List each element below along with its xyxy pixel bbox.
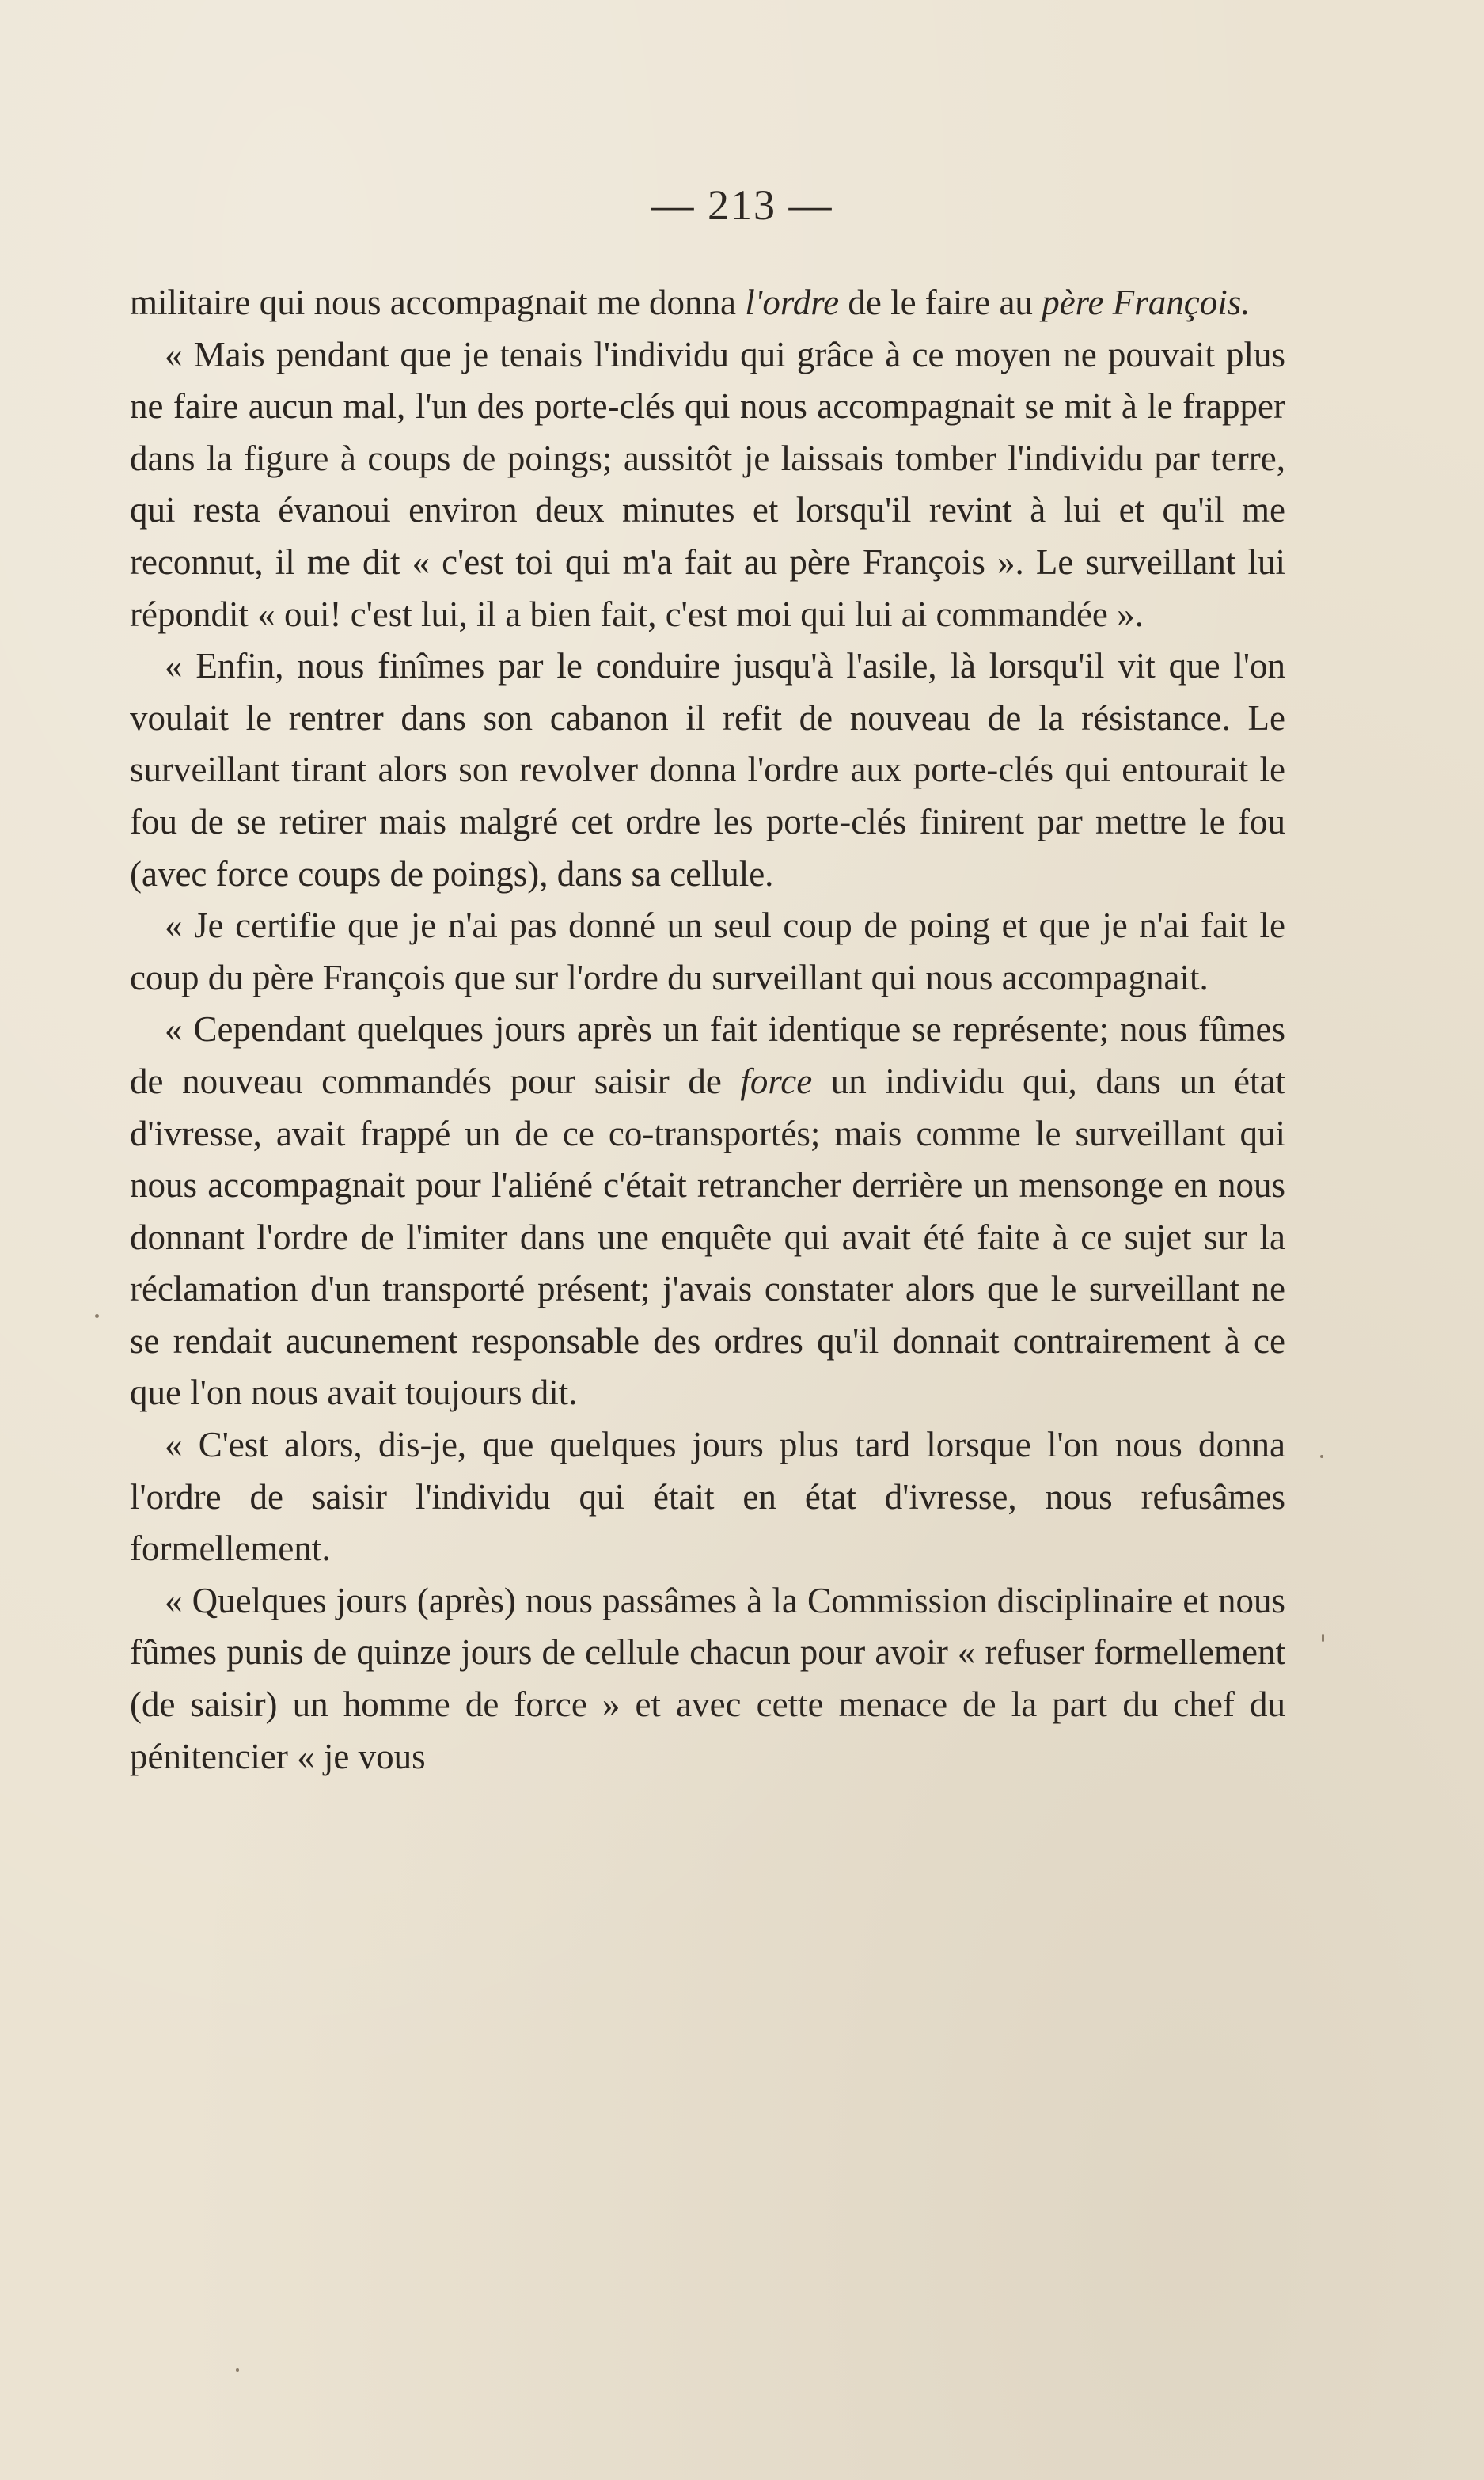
paper-speck: [1320, 1455, 1323, 1458]
paper-speck: [1322, 1634, 1324, 1642]
page-text: [130, 277, 1285, 1783]
text-segment: « Enfin, nous finîmes par le conduire jusqu'à l'asile, là lorsqu'il vit que l'on voulait le rentrer dans son cabanon il refit de nouveau de la résistance. Le surveillant tirant alors son revolver donna l'ordre aux porte-clés qui entourait le fou de se retirer mais malgré cet ordre les porte-clés finirent par mettre le fou (avec force coups de poings), dans sa cellule.: [130, 646, 1285, 894]
paragraph: [130, 1419, 1285, 1575]
paragraph: [130, 1575, 1285, 1783]
paragraph-continuation: [130, 277, 1285, 329]
text-segment: militaire qui nous accompagnait me donna: [130, 283, 746, 322]
italic-segment: l'ordre: [745, 283, 840, 322]
page-number: — 213 —: [651, 181, 833, 229]
text-segment: un individu qui, dans un état d'ivresse, avait frappé un de ce co-transportés; mais comme le surveillant qui nous accompagnait pour l'aliéné c'était retrancher derrière un mensonge en nous donnant l'ordre de l'imiter dans une enquête qui avait été faite à ce sujet sur la réclamation d'un transporté présent; j'avais constater alors que le surveillant ne se rendait aucunement responsable des ordres qu'il donnait contrairement à ce que l'on nous avait toujours dit.: [130, 1061, 1285, 1413]
text-segment: « Je certifie que je n'ai pas donné un seul coup de poing et que je n'ai fait le coup du père François que sur l'ordre du surveillant qui nous accompagnait.: [130, 906, 1285, 997]
text-segment: de le faire au: [839, 283, 1042, 322]
paper-speck: [236, 2368, 239, 2372]
text-segment: « C'est alors, dis-je, que quelques jours plus tard lorsque l'on nous donna l'ordre de saisir l'individu qui était en état d'ivresse, nous refusâmes formellement.: [130, 1425, 1285, 1569]
paragraph: [130, 640, 1285, 900]
paragraph: [130, 900, 1285, 1004]
text-segment: « Cependant quelques jours après un fait identique se représente; nous fûmes de nouveau commandés pour saisir de: [130, 1009, 1285, 1101]
italic-segment: force: [740, 1061, 813, 1101]
paper-speck: [95, 1314, 99, 1318]
paragraph: [130, 1004, 1285, 1419]
italic-segment: père François.: [1042, 283, 1251, 322]
text-segment: « Mais pendant que je tenais l'individu qui grâce à ce moyen ne pouvait plus ne faire aucun mal, l'un des porte-clés qui nous accompagnait se mit à le frapper dans la figure à coups de poings; aussitôt je laissais tomber l'individu par terre, qui resta évanoui environ deux minutes et lorsqu'il revint à lui et qu'il me reconnut, il me dit « c'est toi qui m'a fait au père François ». Le surveillant lui répondit « oui! c'est lui, il a bien fait, c'est moi qui lui ai commandée ».: [130, 334, 1285, 634]
paragraph: [130, 329, 1285, 641]
text-segment: « Quelques jours (après) nous passâmes à la Commission disciplinaire et nous fûmes punis de quinze jours de cellule chacun pour avoir « refuser formellement (de saisir) un homme de force » et avec cette menace de la part du chef du pénitencier « je vous: [130, 1580, 1285, 1776]
